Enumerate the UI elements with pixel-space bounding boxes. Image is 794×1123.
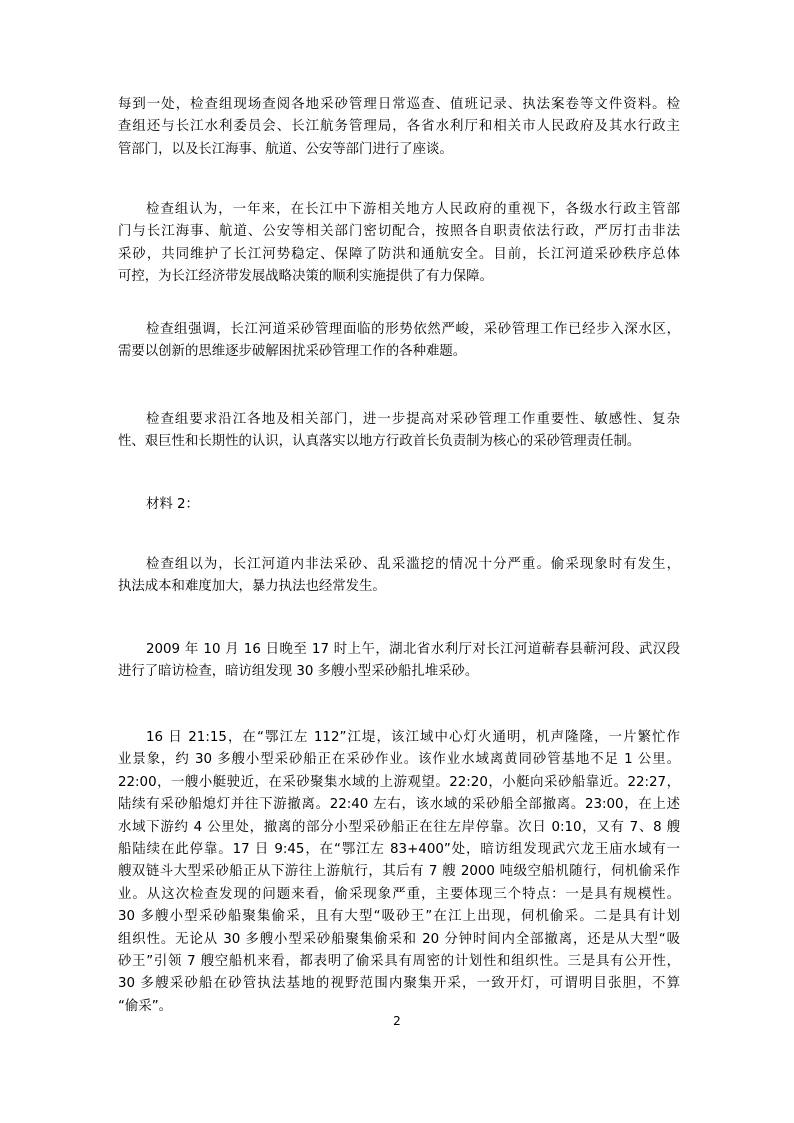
- text-line: 陆续有采砂船熄灯并往下游撤离。22:40 左右，该水域的采砂船全部撤离。23:00，在上述: [118, 797, 680, 813]
- text-line: 水域下游约 4 公里处，撤离的部分小型采砂船正在往左岸停靠。次日 0:10，又有 7、8 艘: [118, 819, 680, 835]
- text-line: 每到一处，检查组现场查阅各地采砂管理日常巡查、值班记录、执法案卷等文件资料。检: [118, 97, 680, 112]
- paragraph: [118, 494, 680, 516]
- paragraph: [118, 727, 680, 1018]
- text-line: 30 多艘小型采砂船聚集偷采，且有大型“吸砂王”在江上出现，伺机偷采。二是具有计划: [118, 909, 680, 925]
- text-line: “偷采”。: [118, 998, 173, 1014]
- text-line: 22:00，一艘小艇驶近，在采砂聚集水域的上游观望。22:20，小艇向采砂船靠近。22:27，: [118, 774, 680, 790]
- text-line: 采砂，共同维护了长江河势稳定、保障了防洪和通航安全。目前，长江河道采砂秩序总体: [118, 246, 680, 262]
- text-line: 性、艰巨性和长期性的认识，认真落实以地方行政首长负责制为核心的采砂管理责任制。: [118, 434, 641, 450]
- page-number: 2: [393, 1014, 401, 1028]
- paragraph: [118, 639, 680, 684]
- paragraph: [118, 199, 680, 289]
- text-line: 需要以创新的思维逐步破解困扰采砂管理工作的各种难题。: [118, 344, 467, 360]
- paragraph: [118, 319, 680, 364]
- text-line: 业。从这次检查发现的问题来看，偷采现象严重，主要体现三个特点：一是具有规模性。: [118, 886, 680, 902]
- text-line: 检查组强调，长江河道采砂管理面临的形势依然严峻，采砂管理工作已经步入深水区，: [146, 322, 680, 337]
- paragraph: [118, 94, 680, 161]
- text-line: 砂王”引领 7 艘空船机来看，都表明了偷采具有周密的计划性和组织性。三是具有公开性，: [118, 953, 680, 969]
- text-line: 进行了暗访检查，暗访组发现 30 多艘小型采砂船扎堆采砂。: [118, 664, 479, 680]
- text-line: 执法成本和难度加大，暴力执法也经常发生。: [118, 579, 386, 595]
- text-line: 检查组以为，长江河道内非法采砂、乱采滥挖的情况十分严重。偷采现象时有发生，: [146, 557, 680, 572]
- text-line: 组织性。无论从 30 多艘小型采砂船聚集偷采和 20 分钟时间内全部撤离，还是从大型“吸: [118, 931, 680, 947]
- text-line: 管部门，以及长江海事、航道、公安等部门进行了座谈。: [118, 141, 453, 157]
- text-line: 材料 2：: [146, 497, 199, 512]
- text-line: 2009 年 10 月 16 日晚至 17 时上午，湖北省水利厅对长江河道蕲春县蕲河段、武汉段: [146, 642, 680, 657]
- text-line: 检查组要求沿江各地及相关部门，进一步提高对采砂管理工作重要性、敏感性、复杂: [146, 412, 680, 427]
- text-line: 可控，为长江经济带发展战略决策的顺利实施提供了有力保障。: [118, 269, 493, 285]
- text-line: 16 日 21:15，在“鄂江左 112”江堤，该江域中心灯火通明，机声隆隆，一片繁忙作: [146, 730, 680, 745]
- paragraph: [118, 554, 680, 599]
- text-line: 检查组认为，一年来，在长江中下游相关地方人民政府的重视下，各级水行政主管部: [146, 202, 680, 217]
- text-line: 30 多艘采砂船在砂管执法基地的视野范围内聚集开采，一致开灯，可谓明目张胆，不算: [118, 976, 680, 992]
- text-line: 业景象，约 30 多艘小型采砂船正在采砂作业。该作业水域离黄同砂管基地不足 1 公里。: [118, 752, 680, 768]
- text-line: 船陆续在此停靠。17 日 9:45，在“鄂江左 83+400”处，暗访组发现武穴龙王庙水域有一: [118, 841, 680, 857]
- text-line: 门与长江海事、航道、公安等相关部门密切配合，按照各自职责依法行政，严厉打击非法: [118, 224, 680, 240]
- paragraph: [118, 409, 680, 454]
- text-line: 艘双链斗大型采砂船正从下游往上游航行，其后有 7 艘 2000 吨级空船机随行，伺机偷采作: [118, 864, 680, 880]
- text-line: 查组还与长江水利委员会、长江航务管理局，各省水利厅和相关市人民政府及其水行政主: [118, 119, 680, 135]
